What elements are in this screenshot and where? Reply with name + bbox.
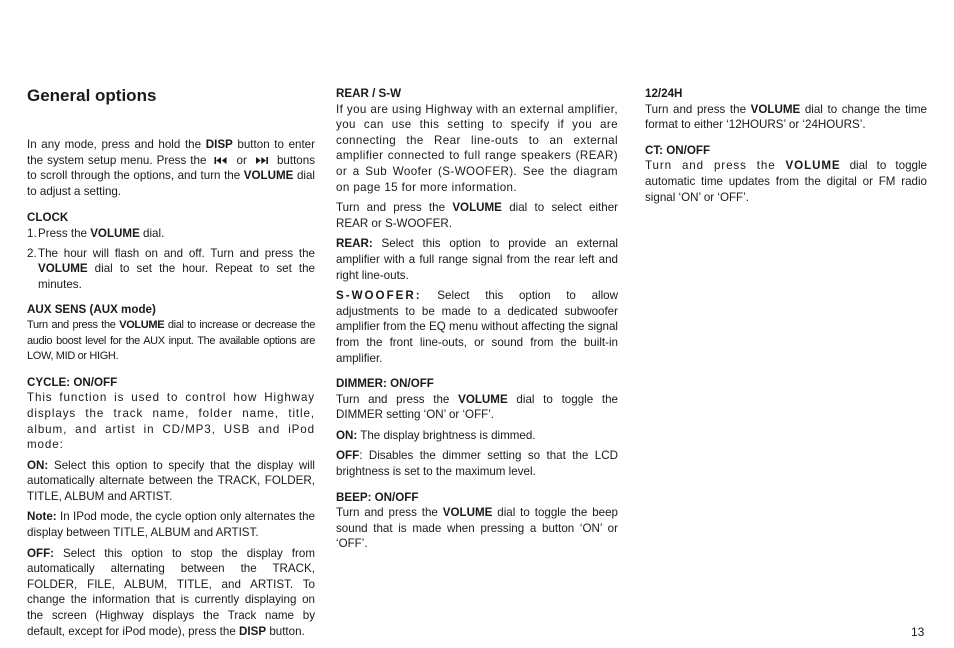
aux-heading: AUX SENS (AUX mode) (27, 303, 156, 317)
dimmer-off-text: : Disables the dimmer setting so that the LCD brightness is set to the maximum level. (336, 449, 618, 479)
cycle-off-disp: DISP (239, 624, 267, 638)
intro-text-2: button to enter the system setup menu. Press the (27, 138, 315, 167)
beep-heading: BEEP: ON/OFF (336, 490, 419, 504)
hour-format-text-1: Turn and press the (645, 102, 751, 116)
dimmer-paragraph (336, 392, 618, 423)
rear-option-paragraph (336, 236, 618, 283)
column-1 (27, 86, 315, 639)
dimmer-heading: DIMMER: ON/OFF (336, 377, 434, 391)
hour-format-text-2: dial to change the time format to either ‘12HOURS’ or ‘24HOURS’. (645, 102, 927, 132)
beep-text-1: Turn and press the (336, 506, 443, 520)
rear-volume: VOLUME (452, 201, 502, 215)
step-number: 2. (27, 246, 37, 260)
dimmer-off-label: OFF (336, 449, 360, 463)
hour-format-paragraph (645, 102, 927, 133)
cycle-off-label: OFF: (27, 546, 55, 560)
cycle-on-text: Select this option to specify that the display will automatically alternate between the TRACK, FOLDER, TITLE, ALBUM and ARTIST. (27, 458, 315, 503)
cycle-off-text-1: Select this option to stop the display from automatically alternating between the TRACK, FOLDER, FILE, ALBUM, TITLE, and ARTIST. To change the information that is currently displaying on the screen (Highway displays the Track name by default, except for iPod mode), press the (27, 546, 315, 638)
dimmer-text-1: Turn and press the (336, 392, 459, 406)
swoofer-label: S-WOOFER: (336, 289, 422, 303)
intro-text-1: In any mode, press and hold the (27, 138, 206, 151)
ct-text-2: dial to toggle automatic time updates from the digital or FM radio signal ‘ON’ or ‘OFF’. (645, 159, 927, 204)
aux-text-1: Turn and press the (27, 318, 120, 331)
intro-text-3: or (232, 153, 251, 167)
cycle-paragraph: This function is used to control how Highway displays the track name, folder name, title, album, and artist in CD/MP3, USB and iPod mode: (27, 391, 315, 452)
step-text: dial to set the hour. Repeat to set the minutes. (38, 262, 315, 291)
page-number: 13 (911, 625, 925, 639)
intro-disp: DISP (205, 138, 233, 151)
rear-volume-paragraph (336, 200, 618, 231)
dimmer-text-2: dial to toggle the DIMMER setting ‘ON’ or ‘OFF’. (336, 392, 618, 422)
rear-option-label: REAR: (336, 237, 373, 251)
step-text: dial. (139, 226, 165, 240)
cycle-on-paragraph (27, 458, 315, 505)
ct-heading: CT: ON/OFF (645, 143, 711, 157)
step-text: Press the (38, 226, 91, 240)
intro-text-4: buttons to scroll through the options, and turn the (27, 153, 315, 183)
step-text: The hour will flash on and off. Turn and press the (38, 246, 315, 260)
clock-step-1 (27, 226, 315, 242)
clock-step-2 (27, 246, 315, 293)
dimmer-off-paragraph (336, 448, 618, 479)
cycle-off-text-2: button. (266, 624, 305, 638)
aux-text-2: dial to increase or decrease the audio boost level for the AUX input. The available options are LOW, MID or HIGH. (27, 318, 315, 363)
cycle-note-label: Note: (27, 510, 57, 524)
hour-format-volume: VOLUME (750, 102, 801, 116)
intro-volume: VOLUME (243, 169, 294, 183)
step-volume: VOLUME (38, 262, 88, 276)
swoofer-text: Select this option to allow adjustments to be made to a dedicated subwoofer amplifier from the EQ menu without affecting the signal from the front line-outs, or sound from the built-in amplifier. (336, 289, 618, 365)
dimmer-on-paragraph (336, 428, 618, 444)
rear-text-2: dial to select either REAR or S-WOOFER. (336, 201, 619, 230)
intro-paragraph (27, 137, 315, 199)
cycle-heading: CYCLE: ON/OFF (27, 375, 118, 389)
cycle-off-paragraph (27, 546, 315, 640)
rear-text-1: Turn and press the (336, 201, 453, 215)
ct-paragraph (645, 158, 927, 205)
swoofer-paragraph (336, 288, 618, 366)
dimmer-on-text: The display brightness is dimmed. (357, 428, 536, 442)
aux-paragraph (27, 318, 315, 365)
intro-text-5: dial to adjust a setting. (27, 169, 315, 198)
clock-heading: CLOCK (27, 211, 69, 225)
aux-volume: VOLUME (119, 318, 165, 331)
step-volume: VOLUME (90, 226, 140, 240)
dimmer-on-label: ON: (336, 428, 358, 442)
rear-option-text: Select this option to provide an external amplifier with a full range signal from the rear left and right line-outs. (336, 237, 618, 282)
step-number: 1. (27, 226, 37, 240)
skip-previous-icon (214, 156, 228, 165)
hour-format-heading: 12/24H (645, 87, 683, 100)
rear-paragraph: If you are using Highway with an external amplifier, you can use this setting to specify if you are connecting the Rear line-outs to an external amplifier connected to full range speakers (REAR) or a Sub Woofer (S-WOOFER). See the diagram on page 15 for more information. (336, 102, 618, 194)
skip-next-icon (255, 156, 269, 165)
cycle-note-text: In IPod mode, the cycle option only alternates the display between TITLE, ALBUM and ARTIST. (27, 510, 315, 540)
ct-volume: VOLUME (785, 159, 841, 173)
dimmer-volume: VOLUME (458, 392, 508, 406)
beep-volume: VOLUME (442, 506, 493, 520)
beep-text-2: dial to toggle the beep sound that is made when pressing a button ‘ON’ or ‘OFF’. (336, 506, 618, 551)
column-2 (336, 86, 618, 552)
cycle-on-label: ON: (27, 458, 49, 472)
column-3 (645, 86, 927, 205)
rear-heading: REAR / S-W (336, 87, 402, 100)
page-title: General options (27, 86, 157, 105)
ct-text-1: Turn and press the (645, 159, 786, 173)
cycle-note-paragraph (27, 509, 315, 540)
beep-paragraph (336, 505, 618, 552)
